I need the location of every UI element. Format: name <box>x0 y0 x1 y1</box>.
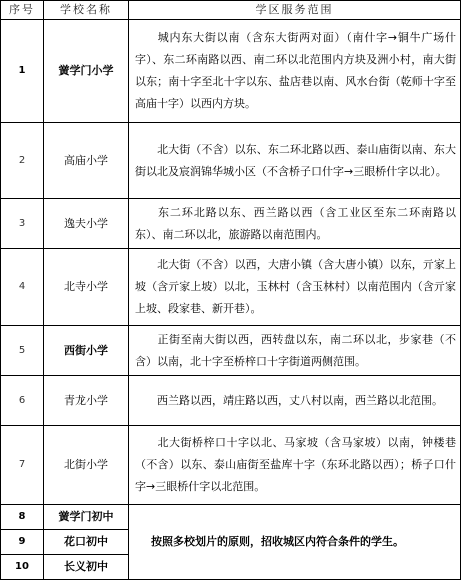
service-area-text: 西兰路以西，靖庄路以西，丈八村以南，西兰路以北范围。 <box>157 393 443 407</box>
school-name: 逸夫小学 <box>44 199 129 249</box>
row-number: 5 <box>1 326 44 376</box>
row-number: 1 <box>1 20 44 123</box>
service-area-text: 城内东大街以南（含东大街两对面）（南什字→铜牛广场什字）、东二环南路以西、南二环以北范围内方块及洲小村，南大街以东；南十字至北十字以东、盐店巷以南、风水台街（乾师十字至高庙十字）以西内方块。 <box>135 31 456 110</box>
school-name: 高庙小学 <box>44 123 129 199</box>
service-area <box>129 426 461 505</box>
service-area <box>129 123 461 199</box>
row-number: 4 <box>1 249 44 326</box>
service-area-text: 正街至南大街以西，西转盘以东，南二环以北，步家巷（不含）以南，北十字至桥梓口十字街道两侧范围。 <box>135 332 456 368</box>
table-row <box>1 505 461 530</box>
table-row <box>1 20 461 123</box>
header-no: 序号 <box>1 1 44 20</box>
row-number: 8 <box>1 505 44 530</box>
row-number: 10 <box>1 555 44 580</box>
service-area-text: 东二环北路以东、西兰路以西（含工业区至东二环南路以东）、南二环以北，旅游路以南范围内。 <box>135 205 456 241</box>
row-number: 6 <box>1 376 44 426</box>
school-name: 西街小学 <box>44 326 129 376</box>
row-number: 2 <box>1 123 44 199</box>
header-school: 学校名称 <box>44 1 129 20</box>
service-area <box>129 376 461 426</box>
service-area-text: 北大街桥梓口十字以北、马家坡（含马家坡）以南，钟楼巷（不含）以东、泰山庙街至盐库十字（东环北路以西）；桥子口什字→三眼桥什字以北范围。 <box>135 436 456 493</box>
service-area <box>129 199 461 249</box>
row-number: 7 <box>1 426 44 505</box>
table-row <box>1 123 461 199</box>
school-name: 青龙小学 <box>44 376 129 426</box>
row-number: 9 <box>1 530 44 555</box>
service-area <box>129 20 461 123</box>
school-name: 北街小学 <box>44 426 129 505</box>
table-row <box>1 326 461 376</box>
table-row <box>1 249 461 326</box>
table-header-row <box>1 1 461 20</box>
service-area <box>129 326 461 376</box>
merged-service-area: 按照多校划片的原则，招收城区内符合条件的学生。 <box>129 505 461 580</box>
service-area <box>129 249 461 326</box>
school-name: 黉学门小学 <box>44 20 129 123</box>
service-area-text: 北大街（不含）以东、东二环北路以西、泰山庙街以南、东大街以北及宸润锦华城小区（不含桥子口什字→三眼桥什字以北）。 <box>135 142 456 178</box>
table-row <box>1 199 461 249</box>
school-name: 长义初中 <box>44 555 129 580</box>
school-name: 北寺小学 <box>44 249 129 326</box>
header-area: 学区服务范围 <box>129 1 461 20</box>
row-number: 3 <box>1 199 44 249</box>
table-row <box>1 426 461 505</box>
service-area-text: 北大街（不含）以西，大唐小镇（含大唐小镇）以东，亓家上坡（含亓家上坡）以北，玉林村（含玉林村）以南范围内（含亓家上坡、段家巷、新开巷）。 <box>135 258 456 315</box>
school-name: 花口初中 <box>44 530 129 555</box>
table-row <box>1 376 461 426</box>
school-name: 黉学门初中 <box>44 505 129 530</box>
